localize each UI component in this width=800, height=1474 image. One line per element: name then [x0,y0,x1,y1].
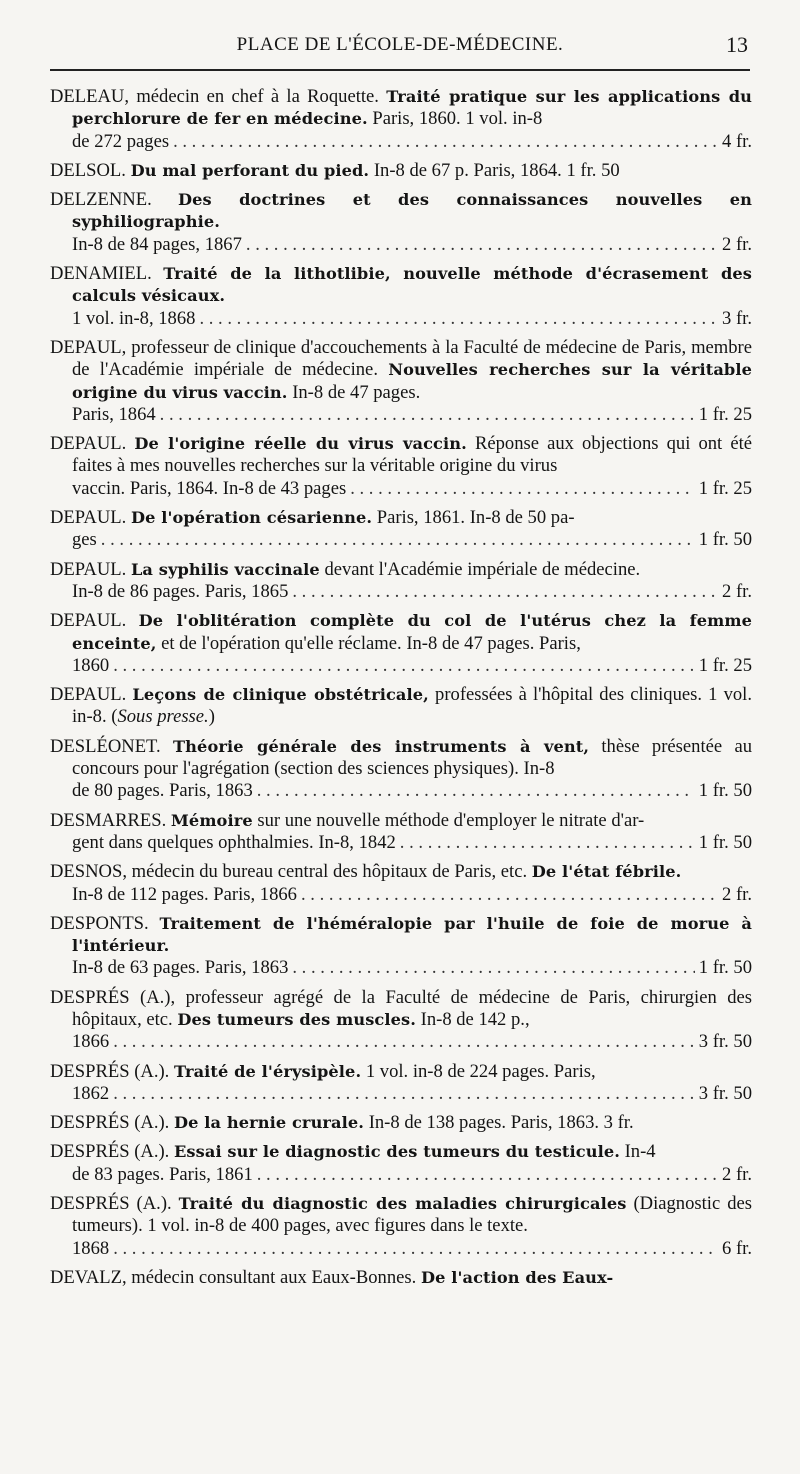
catalog-entry [50,337,752,426]
entry-author: DELEAU, [50,86,130,107]
entry-details: Paris, 1861. In-8 de 50 pa- [372,507,575,529]
entry-author: DELZENNE. [50,189,152,211]
catalog-entry [50,610,752,677]
entry-price: 3 fr. 50 [698,1031,752,1053]
entry-author: DEVALZ, [50,1266,127,1288]
entry-price: 2 fr. [722,1163,752,1185]
entry-description: médecin en chef à la Roquette. [129,86,387,107]
entry-price: 1 fr. 25 [698,477,752,499]
entry-price: 1 fr. 50 [698,957,752,979]
entry-title: Du mal perforant du pied. [130,160,370,180]
entry-author: DEPAUL. [50,610,127,632]
entry-price-line [72,581,752,603]
entry-title: Théorie générale des instruments à vent, [173,736,590,756]
entry-body [50,1141,656,1162]
entry-author: DELSOL. [50,159,126,181]
entry-author: DESLÉONET. [50,735,161,757]
entry-details-end: ) [208,706,215,728]
entry-note: Sous presse. [117,706,209,728]
entry-body [50,913,752,956]
entry-body [50,610,752,653]
entry-body [50,736,752,779]
running-title: PLACE DE L'ÉCOLE-DE-MÉDECINE. [236,34,564,55]
entry-author: DESPRÉS (A.). [50,1112,170,1134]
entry-details: 1 vol. in-8 de 224 pages. Paris, [361,1060,596,1082]
entry-description [149,913,160,934]
entry-tail-text: In-8 de 86 pages. Paris, 1865 [72,580,289,602]
catalog-entry [50,1061,752,1106]
dot-leader [400,832,695,854]
catalog-entry [50,810,752,855]
entry-title: De l'état fébrile. [531,862,682,882]
dot-leader [292,581,718,603]
entry-price-line [72,1164,752,1186]
entry-author: DEPAUL. [50,507,127,529]
dot-leader [292,957,694,979]
entry-title: De l'action des Eaux- [420,1267,614,1287]
entry-tail-text: de 80 pages. Paris, 1863 [72,780,253,802]
entry-price: 1 fr. 25 [698,654,752,676]
catalog-entries [50,86,752,1296]
catalog-entry [50,86,752,153]
entry-details: In-8 de 138 pages. Paris, 1863. 3 fr. [364,1112,634,1134]
entry-tail-text: In-8 de 63 pages. Paris, 1863 [72,957,289,979]
entry-title: La syphilis vaccinale [130,559,320,579]
catalog-entry [50,189,752,256]
entry-body [50,684,752,727]
dot-leader [101,529,695,551]
entry-details: thèse présentée au concours pour l'agrégation (section des sciences physiques). In-8 [72,735,753,780]
entry-details: In-8 de 47 pages. [287,381,421,403]
catalog-entry [50,861,752,906]
entry-author: DEPAUL. [50,558,127,580]
entry-body [50,1193,752,1236]
dot-leader [113,1083,695,1105]
entry-price-line [72,404,752,426]
entry-title: Traitement de l'héméralopie par l'huile de foie de morue à l'intérieur. [72,913,753,956]
entry-details: sur une nouvelle méthode d'employer le nitrate d'ar- [252,809,645,831]
entry-title: Des tumeurs des muscles. [177,1009,416,1029]
catalog-entry [50,1267,752,1289]
entry-description [152,189,178,210]
entry-title: Traité de l'érysipèle. [173,1061,362,1081]
entry-title: Leçons de clinique obstétricale, [132,685,429,705]
entry-tail-text: Paris, 1864 [72,403,156,425]
entry-body [50,337,752,403]
entry-price-line [72,131,752,153]
entry-body [50,810,644,831]
entry-tail-text: de 272 pages [72,130,170,152]
catalog-entry [50,987,752,1054]
entry-details: professées à l'hôpital des cliniques. 1 vol. in-8. ( [72,684,752,728]
entry-price-line [72,234,752,256]
catalog-entry [50,1112,752,1134]
dot-leader [113,1238,718,1260]
entry-title: Traité pratique sur les applications du perchlorure de fer en médecine. [72,87,753,129]
entry-price: 6 fr. [722,1237,752,1259]
entry-body [50,86,752,129]
entry-author: DESNOS, [50,861,127,883]
entry-details: et de l'opération qu'elle réclame. In-8 de 47 pages. Paris, [156,632,581,654]
dot-leader [257,780,695,802]
entry-body [50,507,575,528]
entry-details: In-8 de 67 p. Paris, 1864. 1 fr. 50 [369,159,620,181]
page-header [50,30,750,70]
catalog-entry [50,507,752,552]
entry-description [161,736,173,757]
entry-body [50,1267,613,1288]
entry-price-line [72,884,752,906]
entry-price-line [72,1238,752,1260]
entry-title: De l'opération césarienne. [130,508,373,528]
entry-price-line [72,1083,752,1105]
entry-title: Traité du diagnostic des maladies chirurgicales [178,1194,627,1214]
entry-price-line [72,1031,752,1053]
entry-author: DEPAUL. [50,684,127,706]
entry-price: 1 fr. 50 [698,780,752,802]
catalog-entry [50,160,752,182]
entry-title: Nouvelles recherches sur la véritable origine du virus vaccin. [72,360,752,402]
entry-description [172,1193,179,1214]
entry-body [50,1112,634,1133]
header-rule [50,69,750,71]
entry-description [152,263,163,284]
dot-leader [301,884,718,906]
catalog-entry [50,433,752,500]
entry-tail-text: 1866 [72,1031,110,1053]
entry-author: DEPAUL. [50,433,127,455]
entry-price-line [72,308,752,330]
entry-price-line [72,780,752,802]
entry-title: De l'oblitération complète du col de l'utérus chez la femme enceinte, [72,611,752,653]
entry-price: 2 fr. [722,580,752,602]
entry-price-line [72,957,752,979]
entry-body [50,189,752,232]
entry-tail-text: In-8 de 112 pages. Paris, 1866 [72,883,297,905]
entry-details: devant l'Académie impériale de médecine. [319,558,641,580]
catalog-entry [50,1193,752,1260]
catalog-entry [50,559,752,604]
entry-body [50,1061,596,1082]
entry-body [50,263,752,306]
entry-price: 3 fr. [722,307,752,329]
entry-tail-text: 1862 [72,1082,110,1104]
entry-tail-text: ges [72,529,97,551]
entry-author: DENAMIEL. [50,263,152,285]
entry-title: Traité de la lithotlibie, nouvelle méthode d'écrasement des calculs vésicaux. [72,264,752,306]
entry-description: médecin du bureau central des hôpitaux de Paris, etc. [126,861,532,883]
entry-price: 1 fr. 50 [698,831,752,853]
catalog-entry [50,736,752,803]
entry-tail-text: 1868 [72,1237,110,1259]
entry-price: 3 fr. 50 [698,1082,752,1104]
entry-tail-text: 1860 [72,654,110,676]
entry-description [126,610,138,631]
dot-leader [160,404,695,426]
dot-leader [113,655,695,677]
entry-author: DESPRÉS (A.). [50,1193,172,1215]
entry-author: DESPRÉS (A.). [50,1141,170,1163]
dot-leader [246,234,718,256]
dot-leader [257,1164,718,1186]
entry-author: DESMARRES. [50,809,167,831]
entry-tail-text: de 83 pages. Paris, 1861 [72,1163,253,1185]
dot-leader [350,478,695,500]
entry-description: médecin consultant aux Eaux-Bonnes. [126,1266,421,1288]
dot-leader [173,131,718,153]
entry-details: In-4 [619,1141,656,1163]
entry-price: 4 fr. [722,130,752,152]
entry-price: 1 fr. 25 [698,403,752,425]
entry-details: In-8 de 142 p., [415,1008,530,1030]
entry-title: Mémoire [170,810,253,830]
entry-body [50,987,752,1030]
catalog-entry [50,1141,752,1186]
entry-body [50,160,620,181]
entry-tail-text: In-8 de 84 pages, 1867 [72,233,242,255]
entry-price-line [72,832,752,854]
entry-tail-text: 1 vol. in-8, 1868 [72,307,196,329]
entry-body [50,861,681,882]
dot-leader [113,1031,695,1053]
entry-details: Paris, 1860. 1 vol. in-8 [367,108,543,130]
dot-leader [199,308,718,330]
entry-price: 1 fr. 50 [698,529,752,551]
entry-price-line [72,478,752,500]
catalog-entry [50,913,752,980]
entry-price: 2 fr. [722,883,752,905]
entry-title: Essai sur le diagnostic des tumeurs du testicule. [173,1142,620,1162]
entry-title: Des doctrines et des connaissances nouvelles en syphiliographie. [72,190,752,232]
entry-details: Réponse aux objections qui ont été faites à mes nouvelles recherches sur la véritable origine du virus [72,433,752,477]
entry-description: professeur de clinique d'accouchements à la Faculté de médecine de Paris, membre de l'Académie impériale de médecine. [72,336,752,381]
entry-title: De l'origine réelle du virus vaccin. [134,434,467,454]
entry-author: DESPONTS. [50,912,149,934]
catalog-entry [50,263,752,330]
entry-body [50,433,752,476]
entry-details: (Diagnostic des tumeurs). 1 vol. in-8 de 400 pages, avec figures dans le texte. [72,1193,752,1237]
entry-tail-text: vaccin. Paris, 1864. In-8 de 43 pages [72,477,347,499]
catalog-entry [50,684,752,729]
entry-price-line [72,529,752,551]
entry-author: DEPAUL, [50,336,127,358]
entry-body [50,559,640,580]
entry-title: De la hernie crurale. [173,1113,365,1133]
entry-description: professeur agrégé de la Faculté de médecine de Paris, chirurgien des hôpitaux, etc. [72,986,752,1030]
entry-price-line [72,655,752,677]
entry-tail-text: gent dans quelques ophthalmies. In-8, 1842 [72,831,396,853]
page-number: 13 [726,32,748,57]
entry-author: DESPRÉS (A.), [50,986,176,1008]
entry-price: 2 fr. [722,233,752,255]
entry-author: DESPRÉS (A.). [50,1060,170,1082]
